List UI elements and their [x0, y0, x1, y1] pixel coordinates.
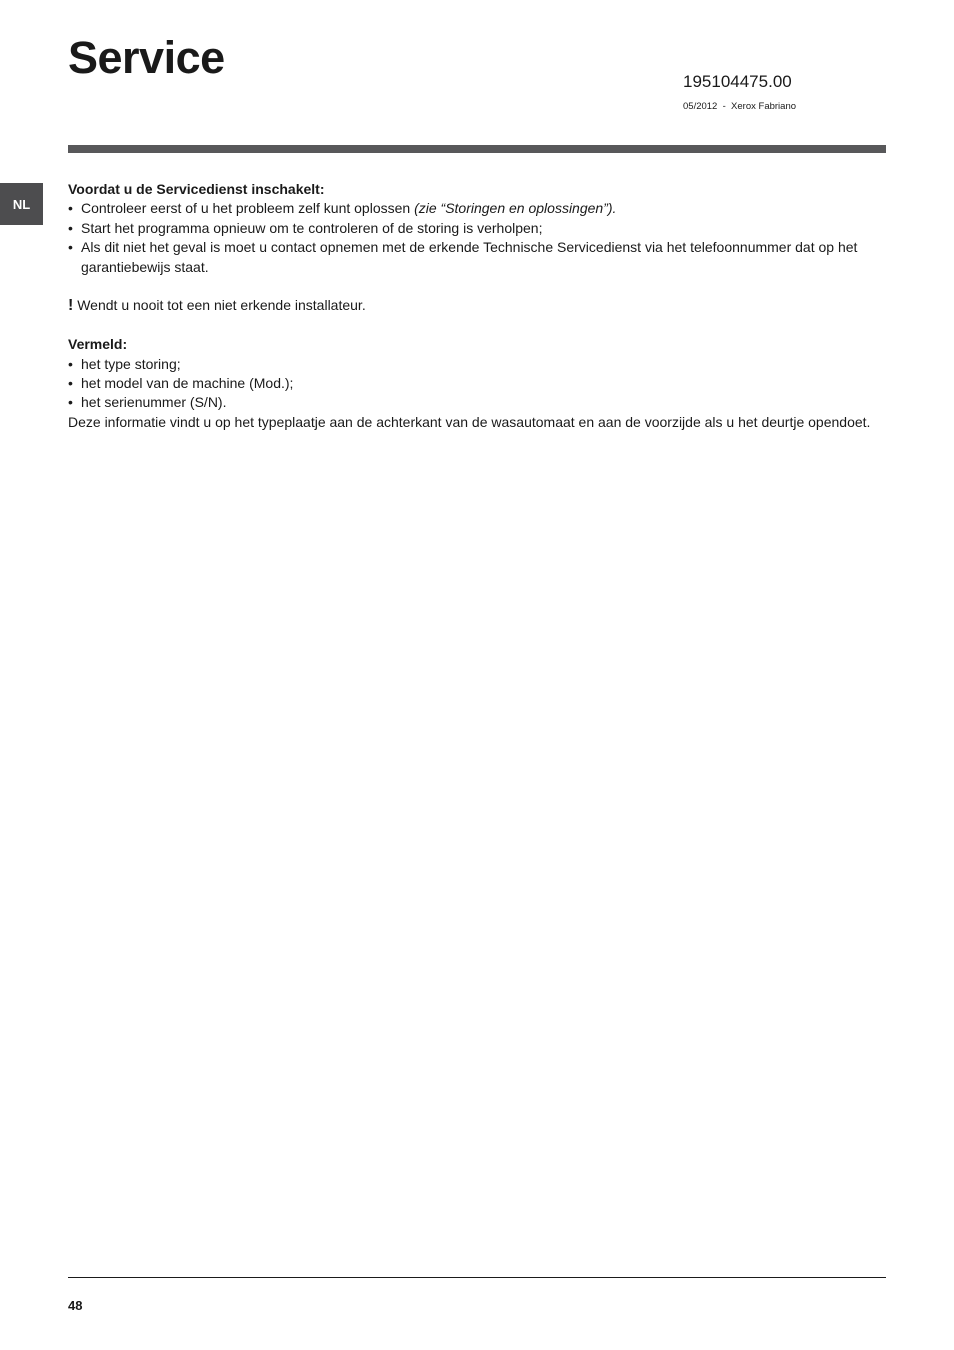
list-item — [68, 374, 886, 393]
spacer — [68, 277, 886, 296]
list-item-text: Als dit niet het geval is moet u contact opnemen met de erkende Technische Servicedienst via het telefoonnummer dat op het garantiebewijs staat. — [81, 239, 858, 275]
list-item-text: Start het programma opnieuw om te controleren of de storing is verholpen; — [81, 219, 543, 236]
list-item — [68, 355, 886, 374]
mention-section — [68, 335, 886, 432]
bullet-icon: • — [68, 200, 73, 217]
page-title: Service — [68, 32, 225, 83]
before-service-list — [68, 199, 886, 277]
bullet-icon: • — [68, 219, 73, 236]
language-tab-label: NL — [12, 196, 31, 212]
mention-heading: Vermeld: — [68, 336, 128, 353]
spacer — [68, 316, 886, 335]
language-tab — [0, 183, 43, 225]
page-number: 48 — [68, 1298, 83, 1313]
before-service-section — [68, 180, 886, 277]
cross-reference: (zie “Storingen en oplossingen”). — [414, 200, 617, 217]
bullet-icon: • — [68, 239, 73, 256]
document-code: 195104475.00 — [683, 72, 792, 91]
before-service-heading: Voordat u de Servicedienst inschakelt: — [68, 181, 325, 197]
list-item — [68, 393, 886, 412]
warning-note — [68, 296, 886, 315]
warning-icon: ! — [68, 297, 74, 315]
list-item-text: het serienummer (S/N). — [81, 394, 227, 411]
list-item-text: het model van de machine (Mod.); — [81, 375, 294, 392]
list-item — [68, 199, 886, 218]
mention-list — [68, 355, 886, 413]
document-meta: 05/2012 - Xerox Fabriano — [683, 101, 797, 112]
list-item-text: het type storing; — [81, 355, 181, 372]
bullet-icon: • — [68, 394, 73, 411]
warning-text: Wendt u nooit tot een niet erkende installateur. — [73, 297, 366, 314]
footer-rule — [68, 1277, 886, 1278]
mention-note: Deze informatie vindt u op het typeplaatje aan de achterkant van de wasautomaat en aan de voorzijde als u het deurtje opendoet. — [68, 413, 871, 430]
list-item-text: Controleer eerst of u het probleem zelf kunt oplossen — [81, 200, 415, 217]
content — [68, 180, 886, 432]
header-rule — [68, 145, 886, 153]
bullet-icon: • — [68, 375, 73, 392]
list-item — [68, 238, 886, 277]
bullet-icon: • — [68, 355, 73, 372]
list-item — [68, 219, 886, 238]
